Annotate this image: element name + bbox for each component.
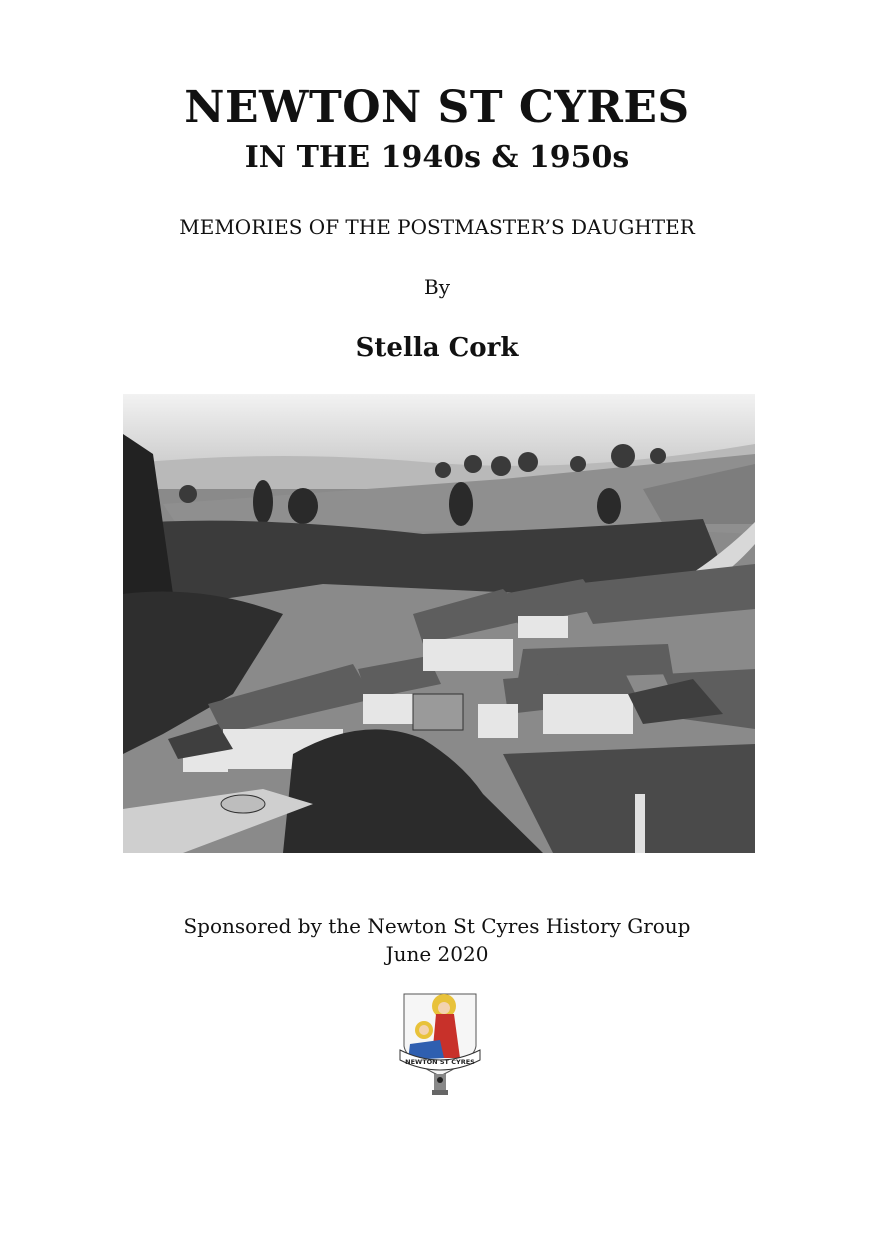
book-title: NEWTON ST CYRES [184, 82, 690, 133]
publication-date: June 2020 [385, 942, 489, 966]
svg-text:NEWTON ST CYRES: NEWTON ST CYRES [405, 1058, 475, 1066]
author-name: Stella Cork [355, 333, 519, 363]
sponsor-line: Sponsored by the Newton St Cyres History Group [183, 914, 691, 938]
newton-st-cyres-crest-icon [396, 988, 484, 1100]
village-photo [123, 394, 755, 853]
book-subtitle: IN THE 1940s & 1950s [244, 140, 630, 175]
book-tagline: MEMORIES OF THE POSTMASTER’S DAUGHTER [179, 215, 695, 239]
by-label: By [424, 275, 450, 299]
